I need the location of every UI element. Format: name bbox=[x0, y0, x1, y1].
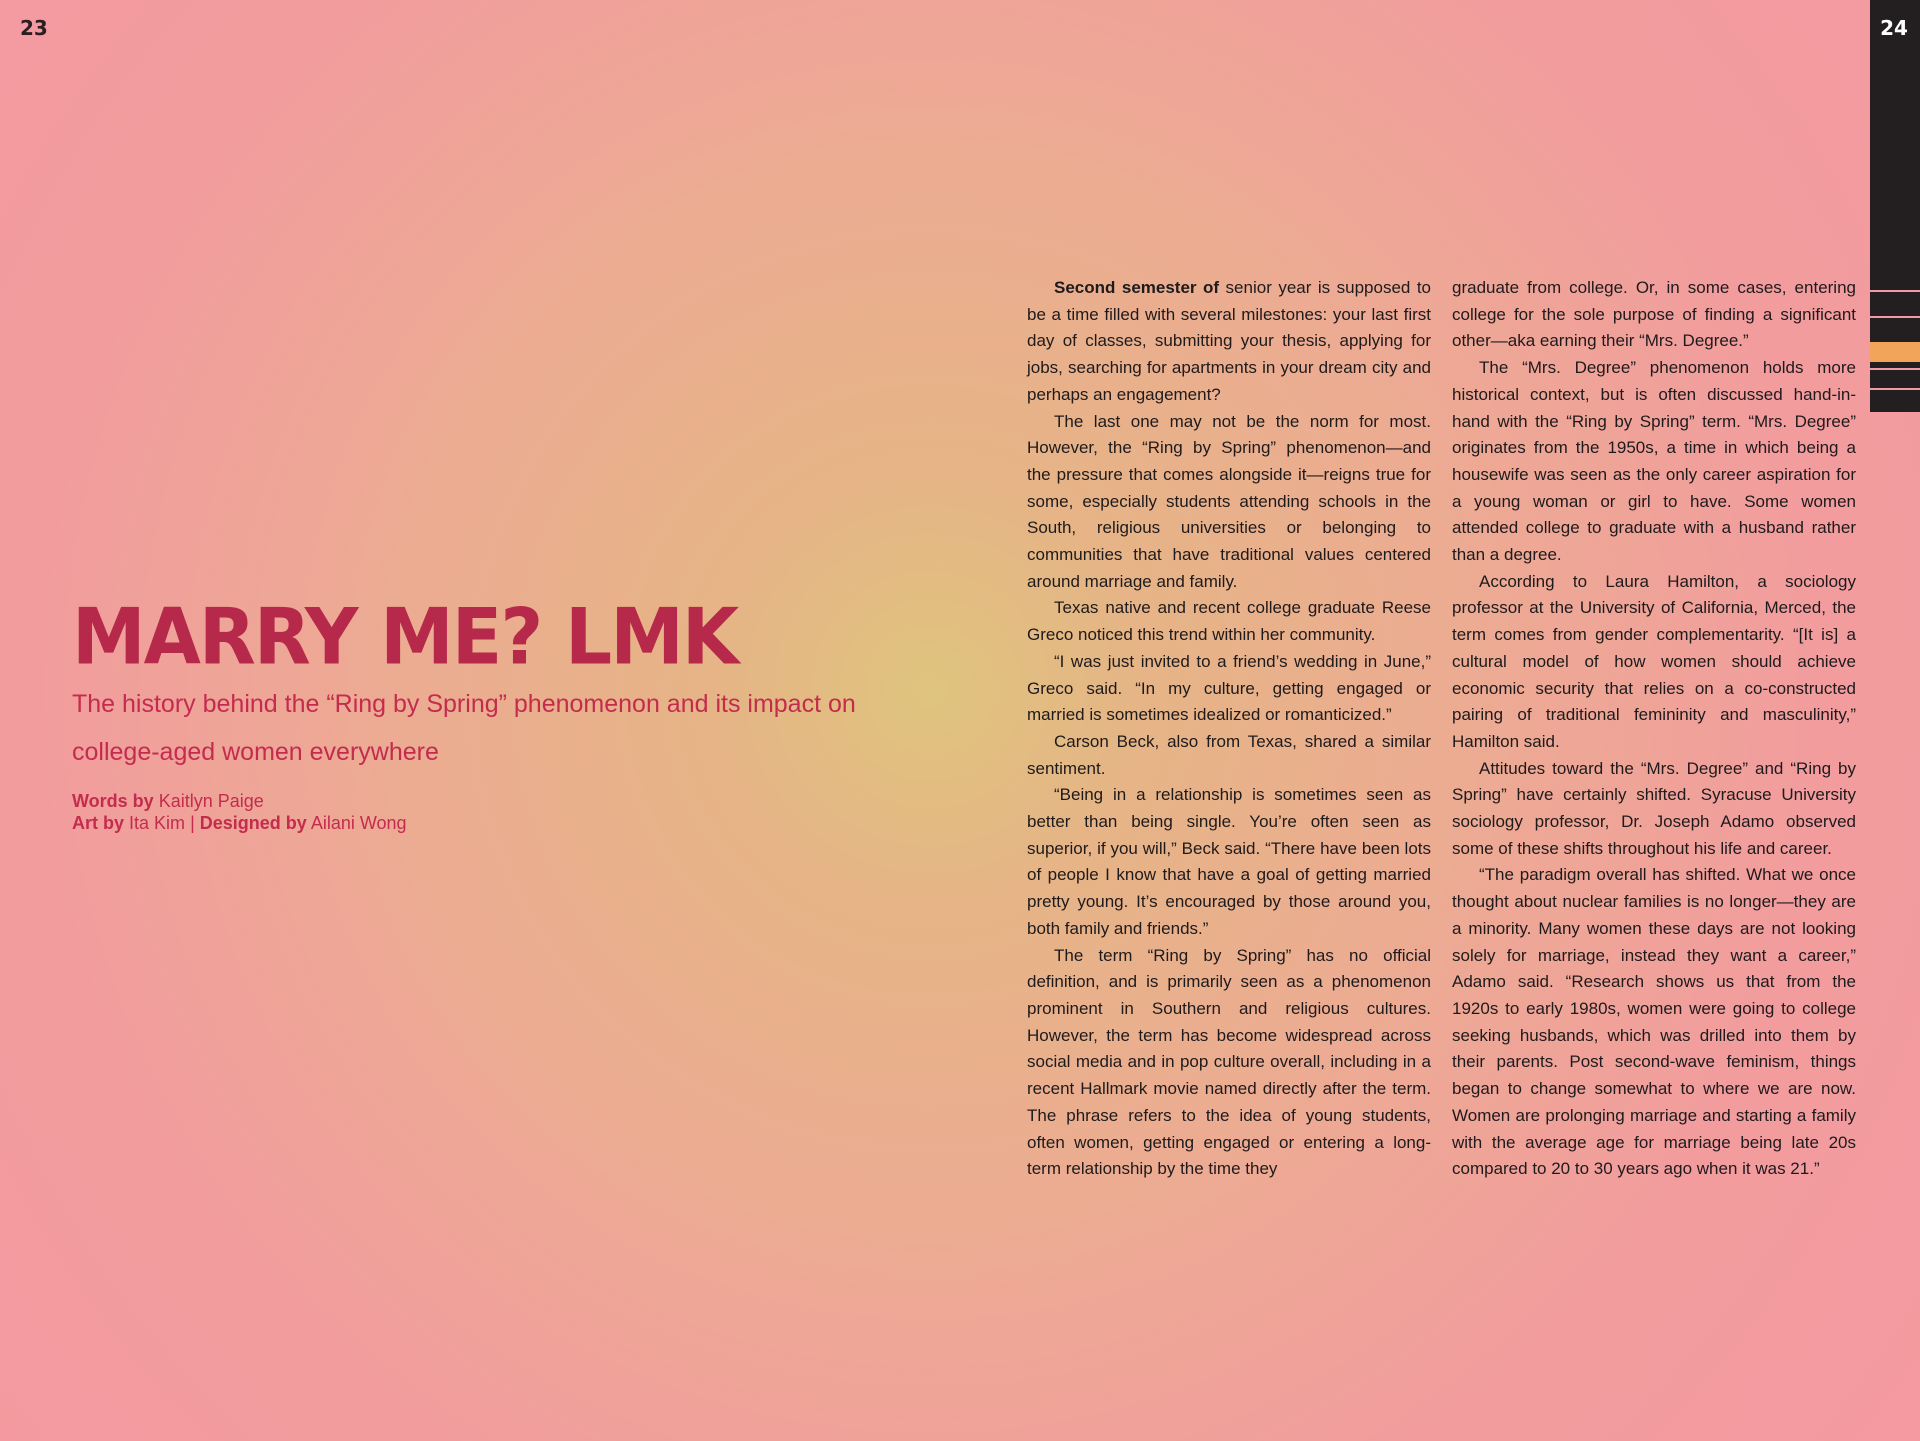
credit-line-art bbox=[72, 812, 407, 834]
article-body bbox=[1027, 275, 1856, 1195]
article-subtitle: The history behind the “Ring by Spring” phenomenon and its impact on college-aged women everywhere bbox=[72, 690, 856, 766]
credit-line-words bbox=[72, 790, 407, 812]
design-name: Ailani Wong bbox=[310, 813, 407, 833]
sidebar-stripe bbox=[1870, 368, 1920, 370]
body-paragraph: “I was just invited to a friend’s wedding in June,” Greco said. “In my culture, getting engaged or married is sometimes idealized or romanticized.” bbox=[1027, 651, 1431, 725]
credit-separator: | bbox=[190, 813, 195, 833]
page-number-left: 23 bbox=[20, 16, 48, 40]
sidebar-tab bbox=[1870, 0, 1920, 412]
body-paragraph: Texas native and recent college graduate Reese Greco noticed this trend within her community. bbox=[1027, 598, 1431, 645]
sidebar-stripe bbox=[1870, 290, 1920, 292]
sidebar-stripe bbox=[1870, 388, 1920, 390]
art-label: Art by bbox=[72, 813, 125, 833]
lead-in: Second semester of bbox=[1054, 278, 1220, 297]
sidebar-highlight bbox=[1870, 342, 1920, 362]
body-paragraph: According to Laura Hamilton, a sociology professor at the University of California, Merced, the term comes from gender complementarity. “[It is] a cultural model of how women should achieve economic security that relies on a co-constructed pairing of traditional femininity and masculinity,” Hamilton said. bbox=[1452, 571, 1856, 751]
body-paragraph: Attitudes toward the “Mrs. Degree” and “Ring by Spring” have certainly shifted. Syracuse University sociology professor, Dr. Joseph Adamo observed some of these shifts throughout his life and career. bbox=[1452, 758, 1856, 858]
body-paragraph bbox=[1027, 275, 1431, 409]
article-title: MARRY ME? LMK bbox=[72, 592, 738, 683]
sidebar-stripe bbox=[1870, 316, 1920, 318]
page-number-right: 24 bbox=[1880, 16, 1908, 40]
design-label: Designed by bbox=[199, 813, 307, 833]
body-paragraph: “The paradigm overall has shifted. What we once thought about nuclear families is no longer—they are a minority. Many women these days are not looking solely for marriage, instead they want a career,” Adamo said. “Research shows us that from the 1920s to early 1980s, women were going to college seeking husbands, which was drilled into them by their parents. Post second-wave feminism, things began to change somewhat to where we are now. Women are prolonging marriage and starting a family with the average age for marriage being late 20s compared to 20 to 30 years ago when it was 21.” bbox=[1452, 865, 1856, 1179]
body-paragraph-continued: graduate from college. Or, in some cases, entering college for the sole purpose of finding a significant other—aka earning their “Mrs. Degree.” bbox=[1452, 278, 1856, 351]
body-paragraph: The term “Ring by Spring” has no official definition, and is primarily seen as a phenomenon prominent in Southern and religious cultures. However, the term has become widespread across social media and in pop culture overall, including in a recent Hallmark movie named directly after the term. The phrase refers to the idea of young students, often women, getting engaged or entering a long-term relationship by the time they bbox=[1027, 945, 1431, 1179]
words-label: Words by bbox=[72, 791, 154, 811]
body-column-1 bbox=[1027, 275, 1431, 1195]
body-paragraph: Carson Beck, also from Texas, shared a similar sentiment. bbox=[1027, 731, 1431, 778]
body-column-2 bbox=[1452, 275, 1856, 1195]
article-credits bbox=[72, 790, 407, 834]
body-paragraph: “Being in a relationship is sometimes seen as better than being single. You’re often seen as superior, if you will,” Beck said. “There have been lots of people I know that have a goal of getting married pretty young. It’s encouraged by those around you, both family and friends.” bbox=[1027, 785, 1431, 938]
words-name: Kaitlyn Paige bbox=[158, 791, 264, 811]
lead-text: senior year is supposed to be a time filled with several milestones: your last first day of classes, submitting your thesis, applying for jobs, searching for apartments in your dream city and perhaps an engagement? bbox=[1027, 278, 1432, 404]
body-paragraph: The “Mrs. Degree” phenomenon holds more historical context, but is often discussed hand-in-hand with the “Ring by Spring” term. “Mrs. Degree” originates from the 1950s, a time in which being a housewife was seen as the only career aspiration for a young woman or girl to have. Some women attended college to graduate with a husband rather than a degree. bbox=[1452, 358, 1856, 565]
body-paragraph: The last one may not be the norm for most. However, the “Ring by Spring” phenomenon—and the pressure that comes alongside it—reigns true for some, especially students attending schools in the South, religious universities or belonging to communities that have traditional values centered around marriage and family. bbox=[1027, 411, 1431, 591]
art-name: Ita Kim bbox=[129, 813, 186, 833]
